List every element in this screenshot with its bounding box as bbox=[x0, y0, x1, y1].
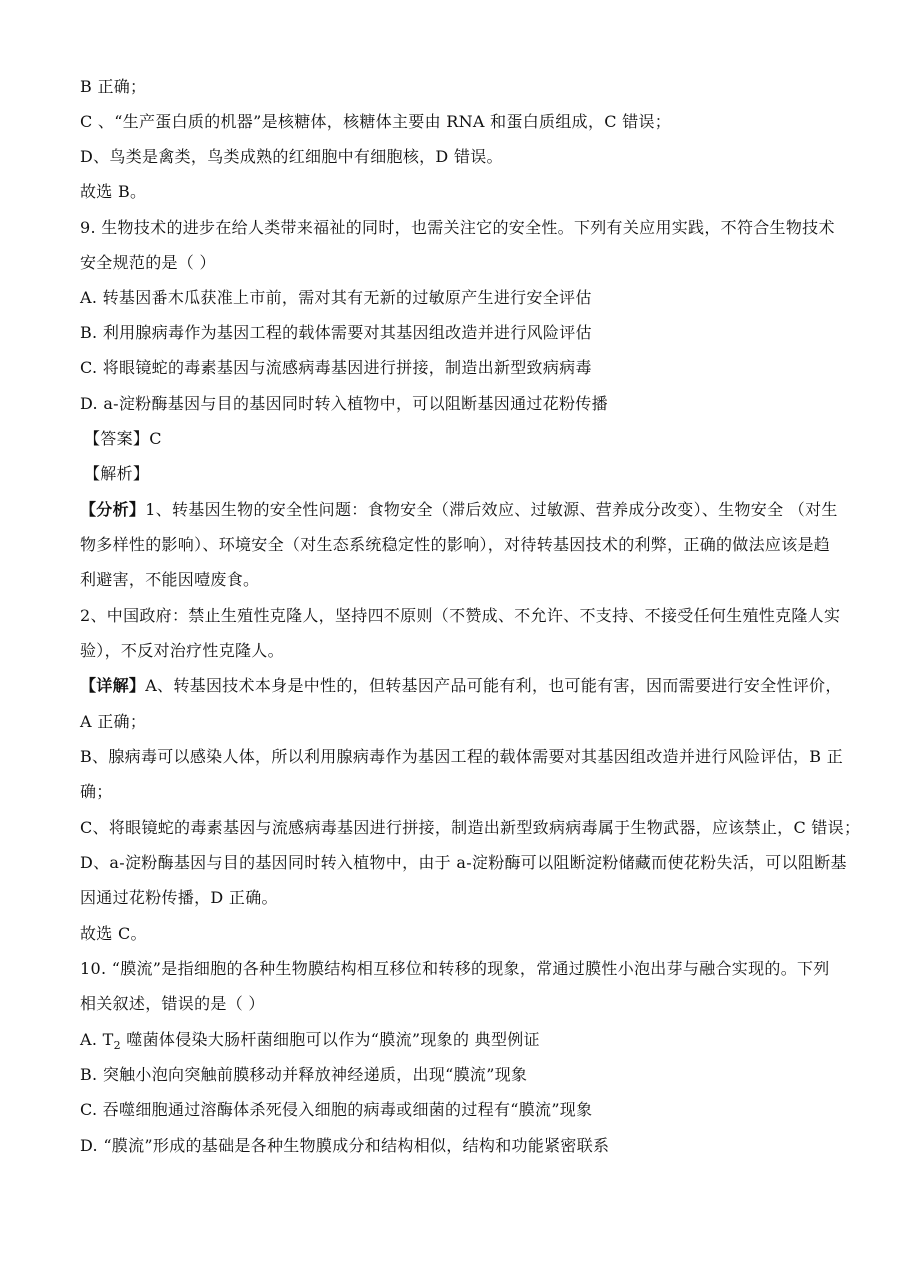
q10-option-a bbox=[80, 1029, 540, 1057]
fenxi-label: 【分析】 bbox=[80, 500, 146, 519]
xiangjie-b-line2: 确； bbox=[80, 782, 113, 801]
q9-stem-line1: 9. 生物技术的进步在给人类带来福祉的同时，也需关注它的安全性。下列有关应用实践，不符合生物技术 bbox=[80, 218, 835, 237]
xiangjie-d-line2: 因通过花粉传播，D 正确。 bbox=[80, 888, 278, 907]
q10-stem-line1: 10. “膜流”是指细胞的各种生物膜结构相互移位和转移的现象，常通过膜性小泡出芽与融合实现的。下列 bbox=[80, 959, 830, 978]
prev-line-c: C 、“生产蛋白质的机器”是核糖体，核糖体主要由 RNA 和蛋白质组成，C 错误； bbox=[80, 112, 672, 131]
q9-answer bbox=[84, 428, 162, 450]
q9-option-b: B. 利用腺病毒作为基因工程的载体需要对其基因组改造并进行风险评估 bbox=[80, 323, 592, 342]
q10-option-a-text: 噬菌体侵染大肠杆菌细胞可以作为“膜流”现象的 典型例证 bbox=[120, 1030, 540, 1049]
xiangjie-d-line1: D、a-淀粉酶基因与目的基因同时转入植物中，由于 a-淀粉酶可以阻断淀粉储藏而使花粉失活，可以阻断基 bbox=[80, 853, 847, 872]
q10-option-d: D. “膜流”形成的基础是各种生物膜成分和结构相似，结构和功能紧密联系 bbox=[80, 1136, 610, 1155]
fenxi-line4: 2、中国政府：禁止生殖性克隆人，坚持四不原则（不赞成、不允许、不支持、不接受任何生殖性克隆人实 bbox=[80, 606, 841, 625]
xiangjie-line1 bbox=[80, 675, 842, 697]
fenxi-text1: 1、转基因生物的安全性问题：食物安全（滞后效应、过敏源、营养成分改变）、生物安全 （对生 bbox=[145, 500, 838, 519]
q10-option-c: C. 吞噬细胞通过溶酶体杀死侵入细胞的病毒或细菌的过程有“膜流”现象 bbox=[80, 1100, 593, 1119]
q9-option-a: A. 转基因番木瓜获准上市前，需对其有无新的过敏原产生进行安全评估 bbox=[80, 288, 592, 307]
q9-conclusion: 故选 C。 bbox=[80, 924, 147, 943]
analysis-label: 【解析】 bbox=[84, 464, 150, 483]
q9-stem-line2: 安全规范的是（ ） bbox=[80, 253, 216, 272]
fenxi-line3: 利避害，不能因噎废食。 bbox=[80, 570, 260, 589]
q9-option-d: D. a-淀粉酶基因与目的基因同时转入植物中，可以阻断基因通过花粉传播 bbox=[80, 394, 608, 413]
prev-line-b: B 正确； bbox=[80, 77, 147, 96]
xiangjie-a-text: A、转基因技术本身是中性的，但转基因产品可能有利，也可能有害，因而需要进行安全性评价， bbox=[145, 676, 842, 695]
q10-option-a-subscript: 2 bbox=[113, 1039, 121, 1053]
answer-label: 【答案】 bbox=[84, 429, 150, 448]
answer-value: C bbox=[149, 429, 162, 448]
prev-conclusion: 故选 B。 bbox=[80, 182, 147, 201]
xiangjie-label: 【详解】 bbox=[80, 676, 146, 695]
q10-option-a-prefix: A. T bbox=[80, 1030, 114, 1049]
q10-stem-line2: 相关叙述，错误的是（ ） bbox=[80, 994, 265, 1013]
q10-option-b: B. 突触小泡向突触前膜移动并释放神经递质，出现“膜流”现象 bbox=[80, 1065, 528, 1084]
fenxi-line2: 物多样性的影响）、环境安全（对生态系统稳定性的影响），对待转基因技术的利弊，正确的做法应该是趋 bbox=[80, 535, 831, 554]
xiangjie-a-line2: A 正确； bbox=[80, 712, 147, 731]
q9-option-c: C. 将眼镜蛇的毒素基因与流感病毒基因进行拼接，制造出新型致病病毒 bbox=[80, 358, 592, 377]
prev-line-d: D、鸟类是禽类，鸟类成熟的红细胞中有细胞核，D 错误。 bbox=[80, 147, 503, 166]
fenxi-line1 bbox=[80, 499, 838, 521]
fenxi-line5: 验），不反对治疗性克隆人。 bbox=[80, 641, 284, 660]
xiangjie-b-line1: B、腺病毒可以感染人体，所以利用腺病毒作为基因工程的载体需要对其基因组改造并进行风险评估，B 正 bbox=[80, 747, 844, 766]
xiangjie-c-line: C、将眼镜蛇的毒素基因与流感病毒基因进行拼接，制造出新型致病病毒属于生物武器，应该禁止，C 错误； bbox=[80, 818, 861, 837]
